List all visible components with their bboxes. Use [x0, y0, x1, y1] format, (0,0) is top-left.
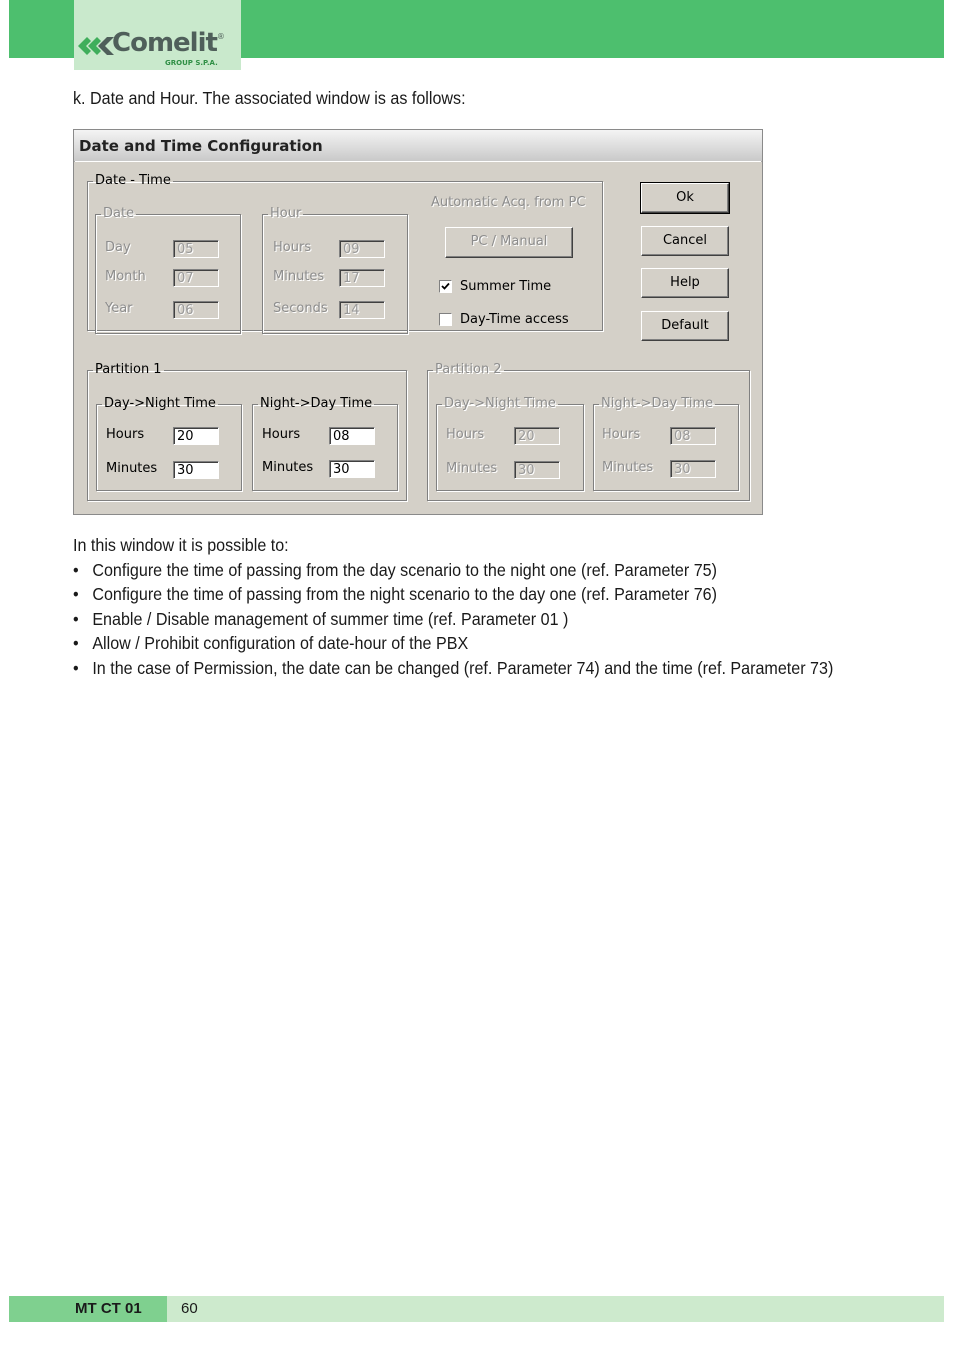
p2-night-day-group [593, 397, 739, 491]
date-time-dialog [73, 129, 763, 515]
p1-day-night-group [96, 397, 242, 491]
day-field[interactable]: 05 [173, 240, 219, 258]
minutes-field[interactable]: 17 [339, 269, 385, 287]
list-item: • Allow / Prohibit configuration of date-hour of the PBX [73, 631, 833, 656]
pc-manual-button[interactable]: PC / Manual [445, 227, 573, 258]
p1-dn-minutes-label: Minutes [106, 461, 158, 476]
p2-dn-hours-label: Hours [446, 427, 485, 442]
auto-acq-label: Automatic Acq. from PC [431, 195, 586, 210]
dialog-title: Date and Time Configuration [79, 137, 323, 155]
comelit-logo-icon [78, 33, 114, 59]
list-item: • In the case of Permission, the date can be changed (ref. Parameter 74) and the time (ref. Parameter 73) [73, 656, 833, 681]
seconds-label: Seconds [273, 301, 328, 316]
p2-nd-hours-field[interactable]: 08 [670, 427, 716, 445]
dialog-titlebar[interactable] [74, 130, 762, 162]
p2-day-night-group [436, 397, 584, 491]
p1-dn-minutes-field[interactable]: 30 [173, 461, 219, 479]
summer-time-checkbox[interactable] [439, 280, 452, 293]
list-item: • Enable / Disable management of summer time (ref. Parameter 01 ) [73, 607, 833, 632]
year-label: Year [105, 301, 133, 316]
p1-nd-hours-field[interactable]: 08 [329, 427, 375, 445]
ok-button[interactable]: Ok [641, 183, 729, 213]
logo [74, 0, 241, 70]
day-label: Day [105, 240, 131, 255]
day-time-access-label: Day-Time access [460, 312, 569, 327]
hour-legend: Hour [270, 206, 302, 221]
p2-dn-minutes-field[interactable]: 30 [514, 461, 560, 479]
month-field[interactable]: 07 [173, 269, 219, 287]
p2-dn-minutes-label: Minutes [446, 461, 498, 476]
p2-nd-hours-label: Hours [602, 427, 641, 442]
p1-nd-minutes-label: Minutes [262, 460, 314, 475]
logo-wordmark: Comelit® [112, 28, 224, 58]
minutes-label: Minutes [273, 269, 325, 284]
summer-time-label: Summer Time [460, 279, 552, 294]
p2-nd-minutes-label: Minutes [602, 460, 654, 475]
default-button[interactable]: Default [641, 311, 729, 341]
month-label: Month [105, 269, 146, 284]
partition1-legend: Partition 1 [95, 362, 162, 377]
cancel-button[interactable]: Cancel [641, 226, 729, 256]
dialog-client [75, 161, 761, 513]
list-item: • Configure the time of passing from the night scenario to the day one (ref. Parameter 76) [73, 582, 833, 607]
p1-night-day-group [252, 397, 398, 491]
bullet-list [73, 558, 833, 681]
p1-nd-hours-label: Hours [262, 427, 301, 442]
check-icon [441, 282, 450, 291]
date-time-legend: Date - Time [95, 173, 171, 188]
p1-day-night-legend: Day->Night Time [104, 396, 216, 411]
footer-doc-code [9, 1296, 167, 1322]
hours-field[interactable]: 09 [339, 240, 385, 258]
intro-text: k. Date and Hour. The associated window is as follows: [73, 88, 466, 108]
page-number: 60 [181, 1300, 198, 1317]
hours-label: Hours [273, 240, 312, 255]
help-button[interactable]: Help [641, 268, 729, 298]
date-legend: Date [103, 206, 135, 221]
logo-subtitle: GROUP S.P.A. [165, 59, 218, 67]
p1-dn-hours-field[interactable]: 20 [173, 427, 219, 445]
p2-nd-minutes-field[interactable]: 30 [670, 460, 716, 478]
p1-dn-hours-label: Hours [106, 427, 145, 442]
list-item: • Configure the time of passing from the day scenario to the night one (ref. Parameter 75) [73, 558, 833, 583]
partition2-legend: Partition 2 [435, 362, 502, 377]
p2-night-day-legend: Night->Day Time [601, 396, 714, 411]
year-field[interactable]: 06 [173, 301, 219, 319]
day-time-access-checkbox[interactable] [439, 313, 452, 326]
doc-code: MT CT 01 [75, 1300, 142, 1317]
p1-nd-minutes-field[interactable]: 30 [329, 460, 375, 478]
seconds-field[interactable]: 14 [339, 301, 385, 319]
p1-night-day-legend: Night->Day Time [260, 396, 373, 411]
p2-day-night-legend: Day->Night Time [444, 396, 556, 411]
p2-dn-hours-field[interactable]: 20 [514, 427, 560, 445]
body-text [73, 533, 833, 681]
body-lead: In this window it is possible to: [73, 535, 289, 555]
